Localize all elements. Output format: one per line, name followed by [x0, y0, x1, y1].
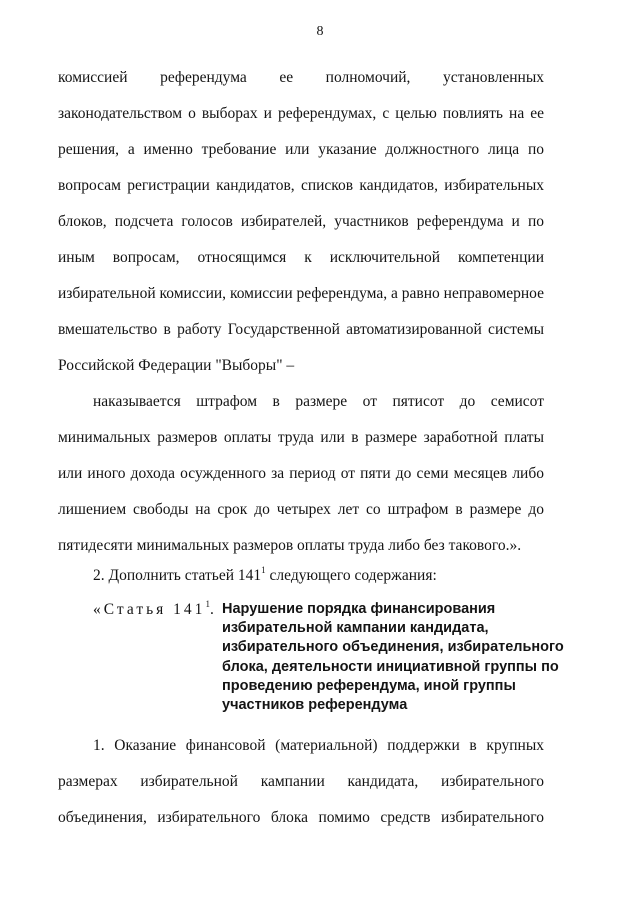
article-title-line: проведению референдума, иной группы: [222, 677, 516, 694]
article-label-end: .: [209, 601, 214, 618]
article-label-text: «Статья 141: [93, 601, 206, 618]
text-line: решения, а именно требование или указание должностного лица по: [58, 141, 544, 158]
text-line: вопросам регистрации кандидатов, списков кандидатов, избирательных: [58, 177, 544, 194]
text-line: вмешательство в работу Государственной автоматизированной системы: [58, 321, 544, 338]
text-line: избирательной комиссии, комиссии референдума, а равно неправомерное: [58, 285, 544, 302]
amendment-superscript: 1: [261, 565, 266, 575]
amendment-item: [93, 566, 544, 586]
text-line: иным вопросам, относящимся к исключительной компетенции: [58, 249, 544, 266]
article-title-line: Нарушение порядка финансирования: [222, 601, 496, 617]
article-title-line: блока, деятельности инициативной группы по: [222, 658, 559, 675]
article-superscript: 1: [205, 599, 210, 609]
amendment-prefix: 2. Дополнить статьей 141: [93, 567, 262, 584]
text-line: размерах избирательной кампании кандидата, избирательного: [58, 773, 544, 790]
text-line: законодательством о выборах и референдумах, с целью повлиять на ее: [58, 105, 544, 122]
article-label: [93, 600, 214, 620]
article-title: [222, 600, 564, 715]
text-line: комиссией референдума ее полномочий, установленных: [58, 69, 544, 86]
amendment-suffix: следующего содержания:: [265, 567, 437, 584]
text-line: минимальных размеров оплаты труда или в размере заработной платы: [58, 429, 544, 446]
text-line: или иного дохода осужденного за период от пяти до семи месяцев либо: [58, 465, 544, 482]
article-title-line: избирательной кампании кандидата,: [222, 620, 489, 637]
article-title-line: избирательного объединения, избирательного: [222, 639, 564, 656]
text-line: наказывается штрафом в размере от пятисот до семисот: [93, 393, 544, 410]
article-title-line: участников референдума: [222, 697, 408, 714]
text-line: 1. Оказание финансовой (материальной) поддержки в крупных: [93, 737, 544, 754]
text-line: блоков, подсчета голосов избирателей, участников референдума и по: [58, 213, 544, 230]
page-number: 8: [316, 24, 324, 39]
text-line: пятидесяти минимальных размеров оплаты труда либо без такового.».: [58, 537, 522, 554]
text-line: лишением свободы на срок до четырех лет со штрафом в размере до: [58, 501, 544, 518]
text-line: Российской Федерации "Выборы" –: [58, 357, 295, 374]
text-line: объединения, избирательного блока помимо средств избирательного: [58, 809, 544, 826]
